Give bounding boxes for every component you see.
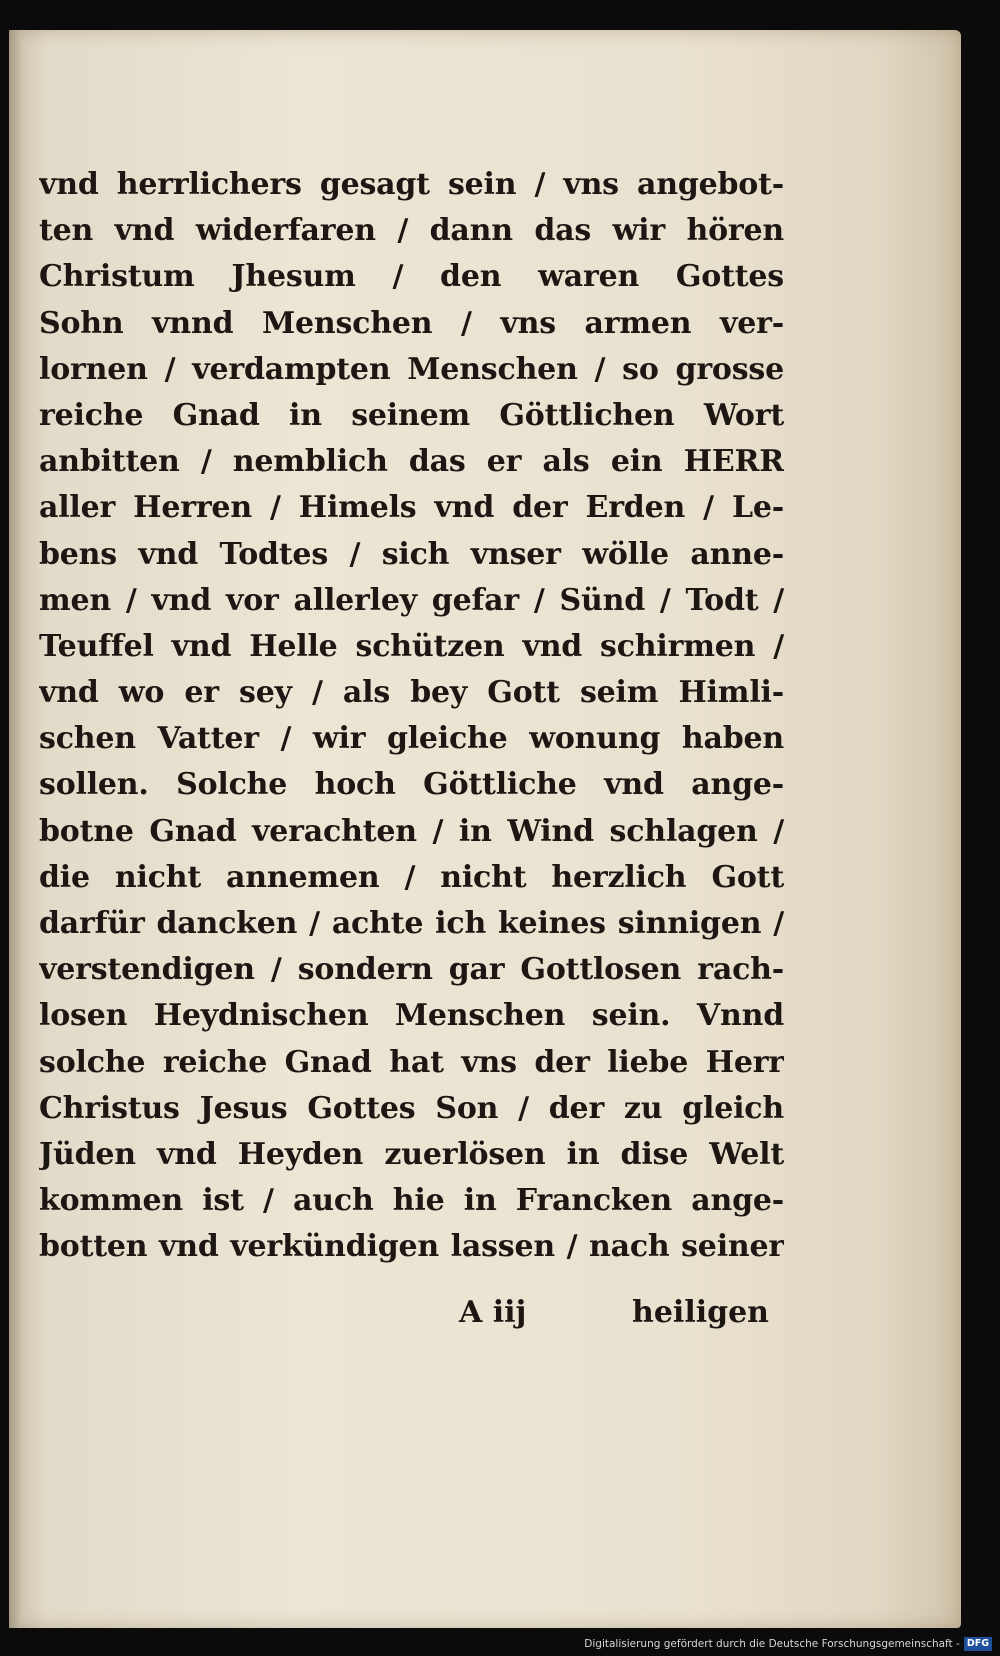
text-line-10: men / vnd vor allerley gefar / Sünd / Todt / xyxy=(39,582,784,618)
dfg-logo-icon: DFG xyxy=(964,1637,992,1651)
text-line-15: botne Gnad verachten / in Wind schlagen / xyxy=(39,813,784,849)
text-line-22: Jüden vnd Heyden zuerlösen in dise Welt xyxy=(39,1136,784,1172)
text-line-2: ten vnd widerfaren / dann das wir hören xyxy=(39,213,784,249)
text-line-21: Christus Jesus Gottes Son / der zu gleich xyxy=(39,1090,784,1126)
text-line-6: reiche Gnad in seinem Göttlichen Wort xyxy=(39,397,784,433)
text-line-20: solche reiche Gnad hat vns der liebe Herr xyxy=(39,1044,784,1080)
text-line-5: lornen / verdampten Menschen / so grosse xyxy=(39,351,784,387)
text-line-23: kommen ist / auch hie in Francken ange- xyxy=(39,1183,784,1219)
text-line-1: vnd herrlichers gesagt sein / vns angebot- xyxy=(39,167,784,202)
text-line-17: darfür dancken / achte ich keines sinnigen / xyxy=(39,906,784,941)
text-line-16: die nicht annemen / nicht herzlich Gott xyxy=(39,859,784,895)
text-line-4: Sohn vnnd Menschen / vns armen ver- xyxy=(39,305,784,341)
text-line-13: schen Vatter / wir gleiche wonung haben xyxy=(39,721,784,757)
body-text xyxy=(39,162,784,1271)
text-line-12: vnd wo er sey / als bey Gott seim Himli- xyxy=(39,675,784,711)
catchword: heiligen xyxy=(632,1295,769,1330)
book-page xyxy=(9,30,961,1628)
credit-text: Digitalisierung gefördert durch die Deutsche Forschungsgemeinschaft - xyxy=(584,1638,960,1650)
text-line-3: Christum Jhesum / den waren Gottes xyxy=(39,259,784,295)
text-line-24: botten vnd verkündigen lassen / nach seiner xyxy=(39,1229,784,1265)
text-line-14: sollen. Solche hoch Göttliche vnd ange- xyxy=(39,767,784,803)
signature-mark: A iij xyxy=(459,1295,527,1330)
text-line-18: verstendigen / sondern gar Gottlosen rach- xyxy=(39,952,784,988)
text-line-8: aller Herren / Himels vnd der Erden / Le- xyxy=(39,490,784,526)
digitization-credit xyxy=(584,1636,992,1652)
text-line-19: losen Heydnischen Menschen sein. Vnnd xyxy=(39,998,784,1034)
text-line-11: Teuffel vnd Helle schützen vnd schirmen / xyxy=(39,628,784,664)
text-line-9: bens vnd Todtes / sich vnser wölle anne- xyxy=(39,536,784,572)
text-line-7: anbitten / nemblich das er als ein HERR xyxy=(39,444,784,480)
page-binding-edge xyxy=(9,30,21,1628)
signature-line xyxy=(39,1288,769,1338)
